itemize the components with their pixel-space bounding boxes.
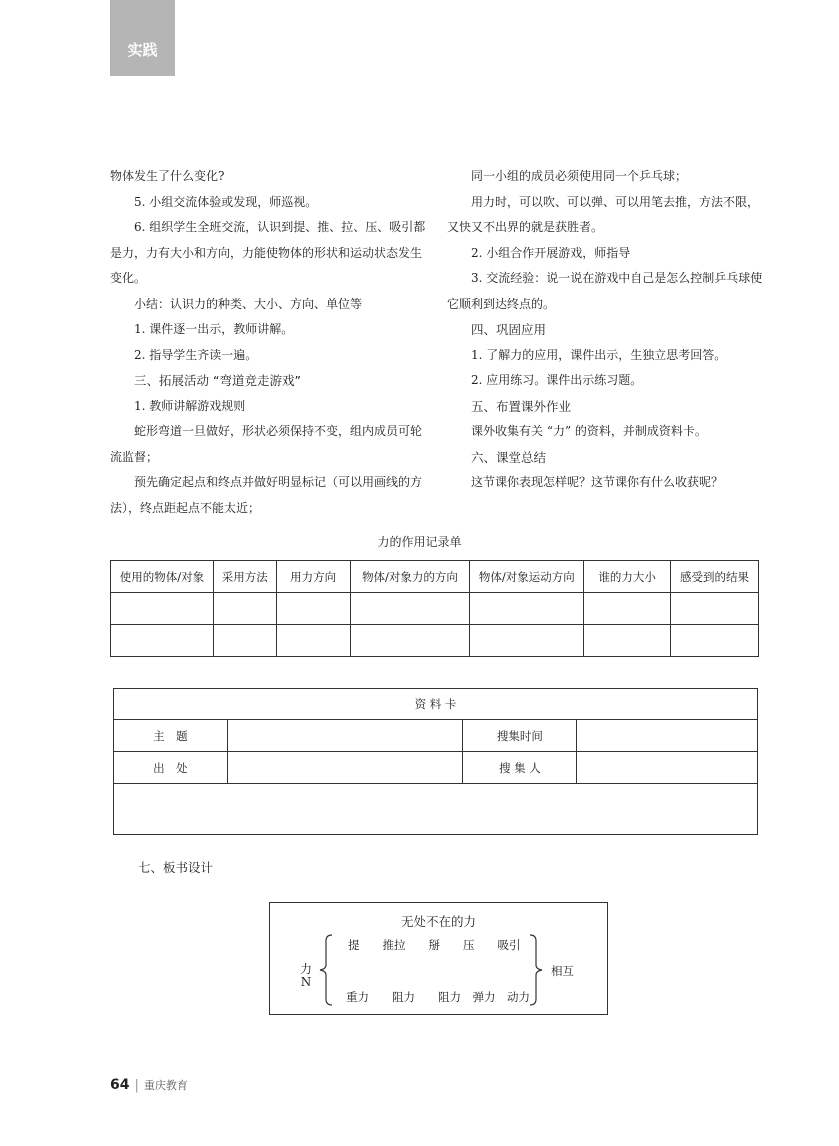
paragraph: 2. 应用练习。课件出示练习题。 bbox=[471, 373, 643, 387]
paragraph: 预先确定起点和终点并做好明显标记（可以用画线的方法），终点距起点不能太近； bbox=[110, 475, 423, 515]
info-card-title: 资 料 卡 bbox=[114, 689, 758, 720]
paragraph: 5. 小组交流体验或发现，师巡视。 bbox=[134, 194, 318, 209]
record-table-header: 用力方向 bbox=[276, 561, 350, 593]
board-row-2: 重力 阻力 阻力 弹力 动力 bbox=[346, 990, 530, 1004]
board-left-label-1: 力 bbox=[300, 962, 313, 976]
paragraph: 小结：认识力的种类、大小、方向、单位等 bbox=[134, 296, 363, 311]
table-row bbox=[111, 593, 759, 625]
collect-time-value bbox=[577, 720, 758, 752]
record-table-header: 物体/对象运动方向 bbox=[470, 561, 584, 593]
right-column bbox=[447, 164, 765, 496]
record-table-header: 物体/对象力的方向 bbox=[350, 561, 470, 593]
paragraph: 2. 小组合作开展游戏，师指导 bbox=[471, 245, 631, 260]
section-tag: 实践 bbox=[110, 0, 175, 76]
paragraph: 蛇形弯道一旦做好，形状必须保持不变，组内成员可轮流监督； bbox=[110, 424, 423, 464]
paragraph: 物体发生了什么变化? bbox=[110, 169, 225, 183]
source-value bbox=[227, 752, 463, 784]
section-heading: 四、巩固应用 bbox=[471, 322, 547, 337]
record-table-header: 谁的力大小 bbox=[584, 561, 671, 593]
left-column bbox=[110, 164, 430, 521]
paragraph: 这节课你表现怎样呢？这节课你有什么收获呢？ bbox=[471, 475, 724, 489]
record-table-header-row bbox=[111, 561, 759, 593]
paragraph: 同一小组的成员必须使用同一个乒乓球； bbox=[471, 169, 688, 183]
section-heading: 七、板书设计 bbox=[138, 860, 214, 875]
paragraph: 2. 指导学生齐读一遍。 bbox=[134, 347, 258, 362]
topic-label: 主 题 bbox=[114, 720, 228, 752]
paragraph: 课外收集有关 “力” 的资料，并制成资料卡。 bbox=[471, 424, 707, 438]
page-footer bbox=[110, 1077, 188, 1093]
record-table bbox=[110, 560, 759, 657]
topic-value bbox=[227, 720, 463, 752]
collector-label: 搜 集 人 bbox=[463, 752, 577, 784]
info-card-content bbox=[114, 784, 758, 835]
footer-source: 重庆教育 bbox=[143, 1079, 188, 1092]
board-left-label bbox=[300, 963, 312, 989]
board-design bbox=[269, 902, 608, 1015]
collect-time-label: 搜集时间 bbox=[463, 720, 577, 752]
collector-value bbox=[577, 752, 758, 784]
paragraph: 1. 教师讲解游戏规则 bbox=[134, 398, 246, 413]
board-left-label-2: N bbox=[300, 975, 312, 989]
info-card bbox=[113, 688, 758, 835]
footer-separator: | bbox=[134, 1078, 139, 1093]
board-right-label: 相互 bbox=[551, 964, 574, 978]
paragraph: 1. 了解力的应用，课件出示，生独立思考回答。 bbox=[471, 347, 727, 362]
section-heading: 五、布置课外作业 bbox=[471, 398, 572, 414]
record-table-header: 使用的物体/对象 bbox=[111, 561, 214, 593]
record-table-header: 采用方法 bbox=[213, 561, 276, 593]
record-table-header: 感受到的结果 bbox=[671, 561, 759, 593]
table-row bbox=[111, 625, 759, 657]
record-table-caption: 力的作用记录单 bbox=[377, 535, 462, 549]
board-title: 无处不在的力 bbox=[400, 914, 476, 929]
paragraph: 用力时，可以吹、可以弹、可以用笔去推，方法不限，又快又不出界的就是获胜者。 bbox=[447, 194, 760, 234]
source-label: 出 处 bbox=[114, 752, 228, 784]
section-heading: 六、课堂总结 bbox=[471, 449, 547, 465]
paragraph: 6. 组织学生全班交流，认识到提、推、拉、压、吸引都是力，力有大小和方向，力能使物体的形状和运动状态发生变化。 bbox=[110, 220, 426, 285]
paragraph: 3. 交流经验：说一说在游戏中自己是怎么控制乒乓球使它顺利到达终点的。 bbox=[447, 271, 763, 311]
paragraph: 1. 课件逐一出示，教师讲解。 bbox=[134, 322, 294, 336]
page-number: 64 bbox=[110, 1077, 130, 1093]
section-heading: 三、拓展活动 “弯道竞走游戏” bbox=[134, 373, 301, 388]
board-row-1: 提 推拉 掰 压 吸引 bbox=[348, 938, 521, 952]
